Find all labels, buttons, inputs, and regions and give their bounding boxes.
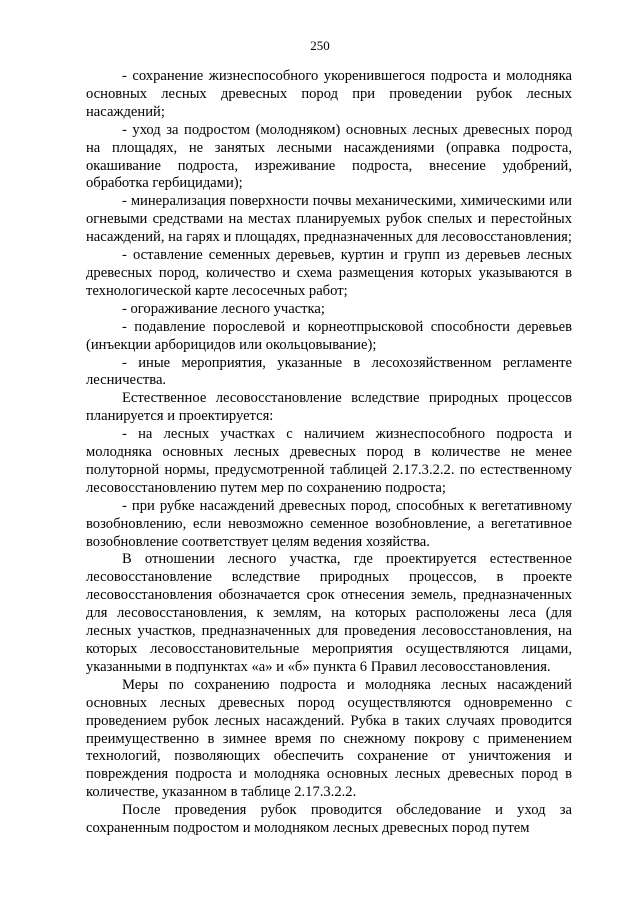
- paragraph: - оставление семенных деревьев, куртин и групп из деревьев лесных древесных пород, количество и схема размещения которых указываются в технологической карте лесосечных работ;: [86, 247, 572, 299]
- paragraph: - минерализация поверхности почвы механическими, химическими или огневыми средствами на местах планируемых рубок спелых и перестойных насаждений, на гарях и площадях, предназначенных для лесовосстановления;: [86, 193, 572, 246]
- paragraph: Естественное лесовосстановление вследствие природных процессов планируется и проектируется:: [86, 390, 572, 425]
- paragraph: - подавление порослевой и корнеотпрысковой способности деревьев (инъекции арборицидов или окольцовывание);: [86, 318, 572, 353]
- paragraph: В отношении лесного участка, где проектируется естественное лесовосстановление вследствие природных процессов, в проекте лесовосстановления обозначается срок отнесения земель, предназначенных для лесовосстановления, к землям, на которых расположены леса (для лесных участков, предназначенных для проведения лесовосстановления, на которых лесовосстановительные мероприятия осуществляются лицами, указанными в подпунктах «а» и «б» пункта 6 Правил лесовосстановления.: [86, 551, 572, 675]
- paragraph: - огораживание лесного участка;: [122, 300, 325, 317]
- paragraph: - сохранение жизнеспособного укоренившегося подроста и молодняка основных лесных древесных пород при проведении рубок лесных насаждений;: [86, 68, 572, 120]
- paragraph: - уход за подростом (молодняком) основных лесных древесных пород на площадях, не занятых лесными насаждениями (оправка подроста, окашивание подроста, изреживание подроста, внесение удобрений, обработка гербицидами);: [86, 121, 572, 192]
- paragraph: - иные мероприятия, указанные в лесохозяйственном регламенте лесничества.: [86, 354, 572, 389]
- paragraph: После проведения рубок проводится обследование и уход за сохраненным подростом и молодняком лесных древесных пород путем: [86, 802, 572, 837]
- paragraph: - при рубке насаждений древесных пород, способных к вегетативному возобновлению, если невозможно семенное возобновление, а вегетативное возобновление соответствует целям ведения хозяйства.: [86, 497, 572, 550]
- body-text: [86, 68, 572, 838]
- page-number: 250: [310, 38, 330, 53]
- paragraph: - на лесных участках с наличием жизнеспособного подроста и молодняка основных лесных древесных пород в количестве не менее полуторной нормы, предусмотренной таблицей 2.17.3.2.2. по естественному лесовосстановлению путем мер по сохранению подроста;: [86, 426, 572, 496]
- paragraph: Меры по сохранению подроста и молодняка лесных насаждений основных лесных древесных пород осуществляются одновременно с проведением рубок лесных насаждений. Рубка в таких случаях проводится преимущественно в зимнее время по снежному покрову с применением технологий, позволяющих обеспечить сохранение от уничтожения и повреждения подроста и молодняка основных лесных древесных пород в количестве, указанном в таблице 2.17.3.2.2.: [86, 676, 572, 801]
